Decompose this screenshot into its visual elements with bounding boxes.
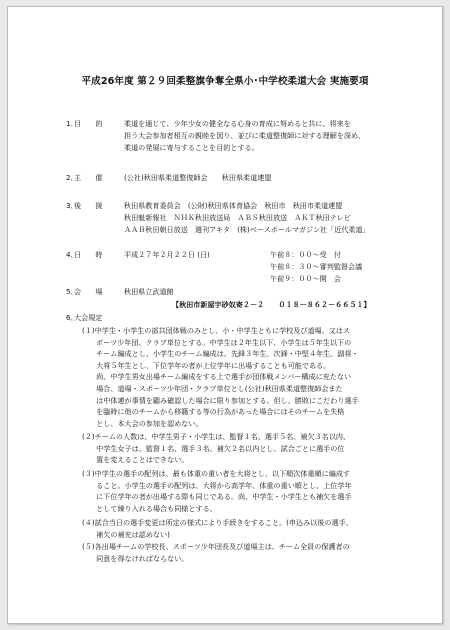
- rule-line: (２)チームの人数は、中学生男子・小学生は、監督１名、選手５名、補欠３名以内、: [82, 432, 351, 441]
- rule-item-2: [82, 431, 350, 466]
- rule-line: として繰り入れる場合も同様とする。: [82, 503, 217, 513]
- rule-line: に下位学年の者が出場する際も同じである。尚、中学生・小学生とも補欠を選手: [82, 492, 352, 502]
- venue-address: 【秋田市新屋宇砂奴寄２－２ ０１８－８６２－６６５１】: [172, 300, 371, 309]
- rules-label: 6､大会規定: [66, 313, 103, 322]
- support-line: 秋田魁新報社 ＮＨＫ秋田放送局 ＡＢＳ秋田放送 ＡＫＴ秋田テレビ: [124, 213, 351, 222]
- schedule-item: 午前８：００〜受 付: [270, 250, 341, 259]
- rule-line: ること。小学生の選手の配列は、大将から高学年、体重の重い順とし、上位学年: [82, 480, 352, 490]
- rule-item-4: [82, 517, 353, 540]
- support-text: [124, 200, 416, 236]
- rule-line: (５)各出場チームの学校長、スポーツ少年団長及び道場主は、チーム全員の保護者の: [82, 542, 350, 551]
- rule-line: 置を変えることはできない。: [82, 455, 189, 465]
- rule-line: (３)中学生の選手の配列は、最も体重の重い者を大将とし、以下順次体重順に編成す: [82, 469, 351, 478]
- rule-line: (１)中学生・小学生の部共団体戦のみとし、小・中学生ともに学校及び道場、又はス: [82, 326, 351, 335]
- venue-label: 5､会 場: [66, 287, 103, 296]
- venue-name: [124, 286, 416, 298]
- purpose-label: 1､目 的: [66, 119, 103, 128]
- schedule-list: [270, 249, 362, 285]
- rule-line: 補欠の補充は認めない): [82, 529, 170, 539]
- rule-item-3: [82, 468, 352, 514]
- rule-line: 場合、道場・スポーツ少年団・クラブ単位とし(公社)秋田県柔道整復師会また: [82, 383, 343, 393]
- rule-line: 大将５年生とし、下位学年の者が上位学年に出場することも可能である。: [82, 360, 331, 370]
- document-title: 平成26年度 第２９回柔整旗争奪全県小･中学校柔道大会 実施要項: [81, 76, 369, 87]
- venue-name-text: 秋田県立武道館: [124, 287, 174, 296]
- schedule-item: 午前９：００〜開 会: [270, 274, 341, 283]
- event-date-text: 平成２７年２月２２日 (日): [124, 250, 210, 259]
- support-line: 秋田県教育委員会 (公財)秋田県体育協会 秋田市 秋田市柔道連盟: [124, 201, 343, 210]
- rule-line: チーム編成とし、小学生のチーム編成は、先鋒３年生、次鋒・中堅４年生、副将・: [82, 349, 359, 359]
- purpose-line: 柔道を通じて、少年少女の健全なる心身の育成に努めると共に、将来を: [124, 119, 351, 128]
- rule-line: 同意を得なければならない。: [82, 553, 189, 563]
- rule-item-1: [82, 325, 359, 429]
- host-label: 2､主 催: [66, 173, 103, 182]
- document-page: [7, 6, 443, 624]
- schedule-item: 午前８：３０〜審判監督会議: [270, 262, 363, 271]
- rule-line: は中体連が事情を顧み確認した場合に限り参加とする。但し、勝敗にこだわり選手: [82, 395, 359, 405]
- rule-line: とし、本大会の参加を認めない。: [82, 418, 203, 428]
- host-text: [124, 172, 416, 184]
- rule-line: (４)試合当日の選手変更は所定の様式により手続きをすること。(申込み以後の選手、: [82, 518, 353, 527]
- rule-line: ポーツ少年団、クラブ単位とする。中学生は２年生以下、小学生は５年生以下の: [82, 337, 352, 347]
- purpose-line: 担う大会参加者相互の親睦を図り、並びに柔道整復師に対する理解を深め、: [124, 131, 365, 140]
- support-label: 3､後 援: [66, 201, 103, 210]
- rule-line: 中学生女子は、監督１名、選手３名、補欠２名以内とし、試合ごとに選手の位: [82, 443, 345, 453]
- host-line: (公社)秋田県柔道整復師会 秋田県柔道連盟: [124, 173, 272, 182]
- datetime-label: 4､日 時: [66, 250, 103, 259]
- purpose-text: [124, 118, 416, 154]
- purpose-line: 柔道の発展に寄与することを目的とする。: [124, 143, 259, 152]
- rule-item-5: [82, 541, 350, 564]
- rule-line: 尚、中学生男女出場チーム編成をする上で選手が団体戦メンバー構成に充たない: [82, 372, 352, 382]
- support-line: ＡＡＢ秋田朝日放送 週刊アキタ (株)ベースボールマガジン社「近代柔道」: [124, 225, 370, 234]
- rule-line: を臨時に他のチームから移籍する等の行為があった場合にはそのチームを失格: [82, 407, 345, 417]
